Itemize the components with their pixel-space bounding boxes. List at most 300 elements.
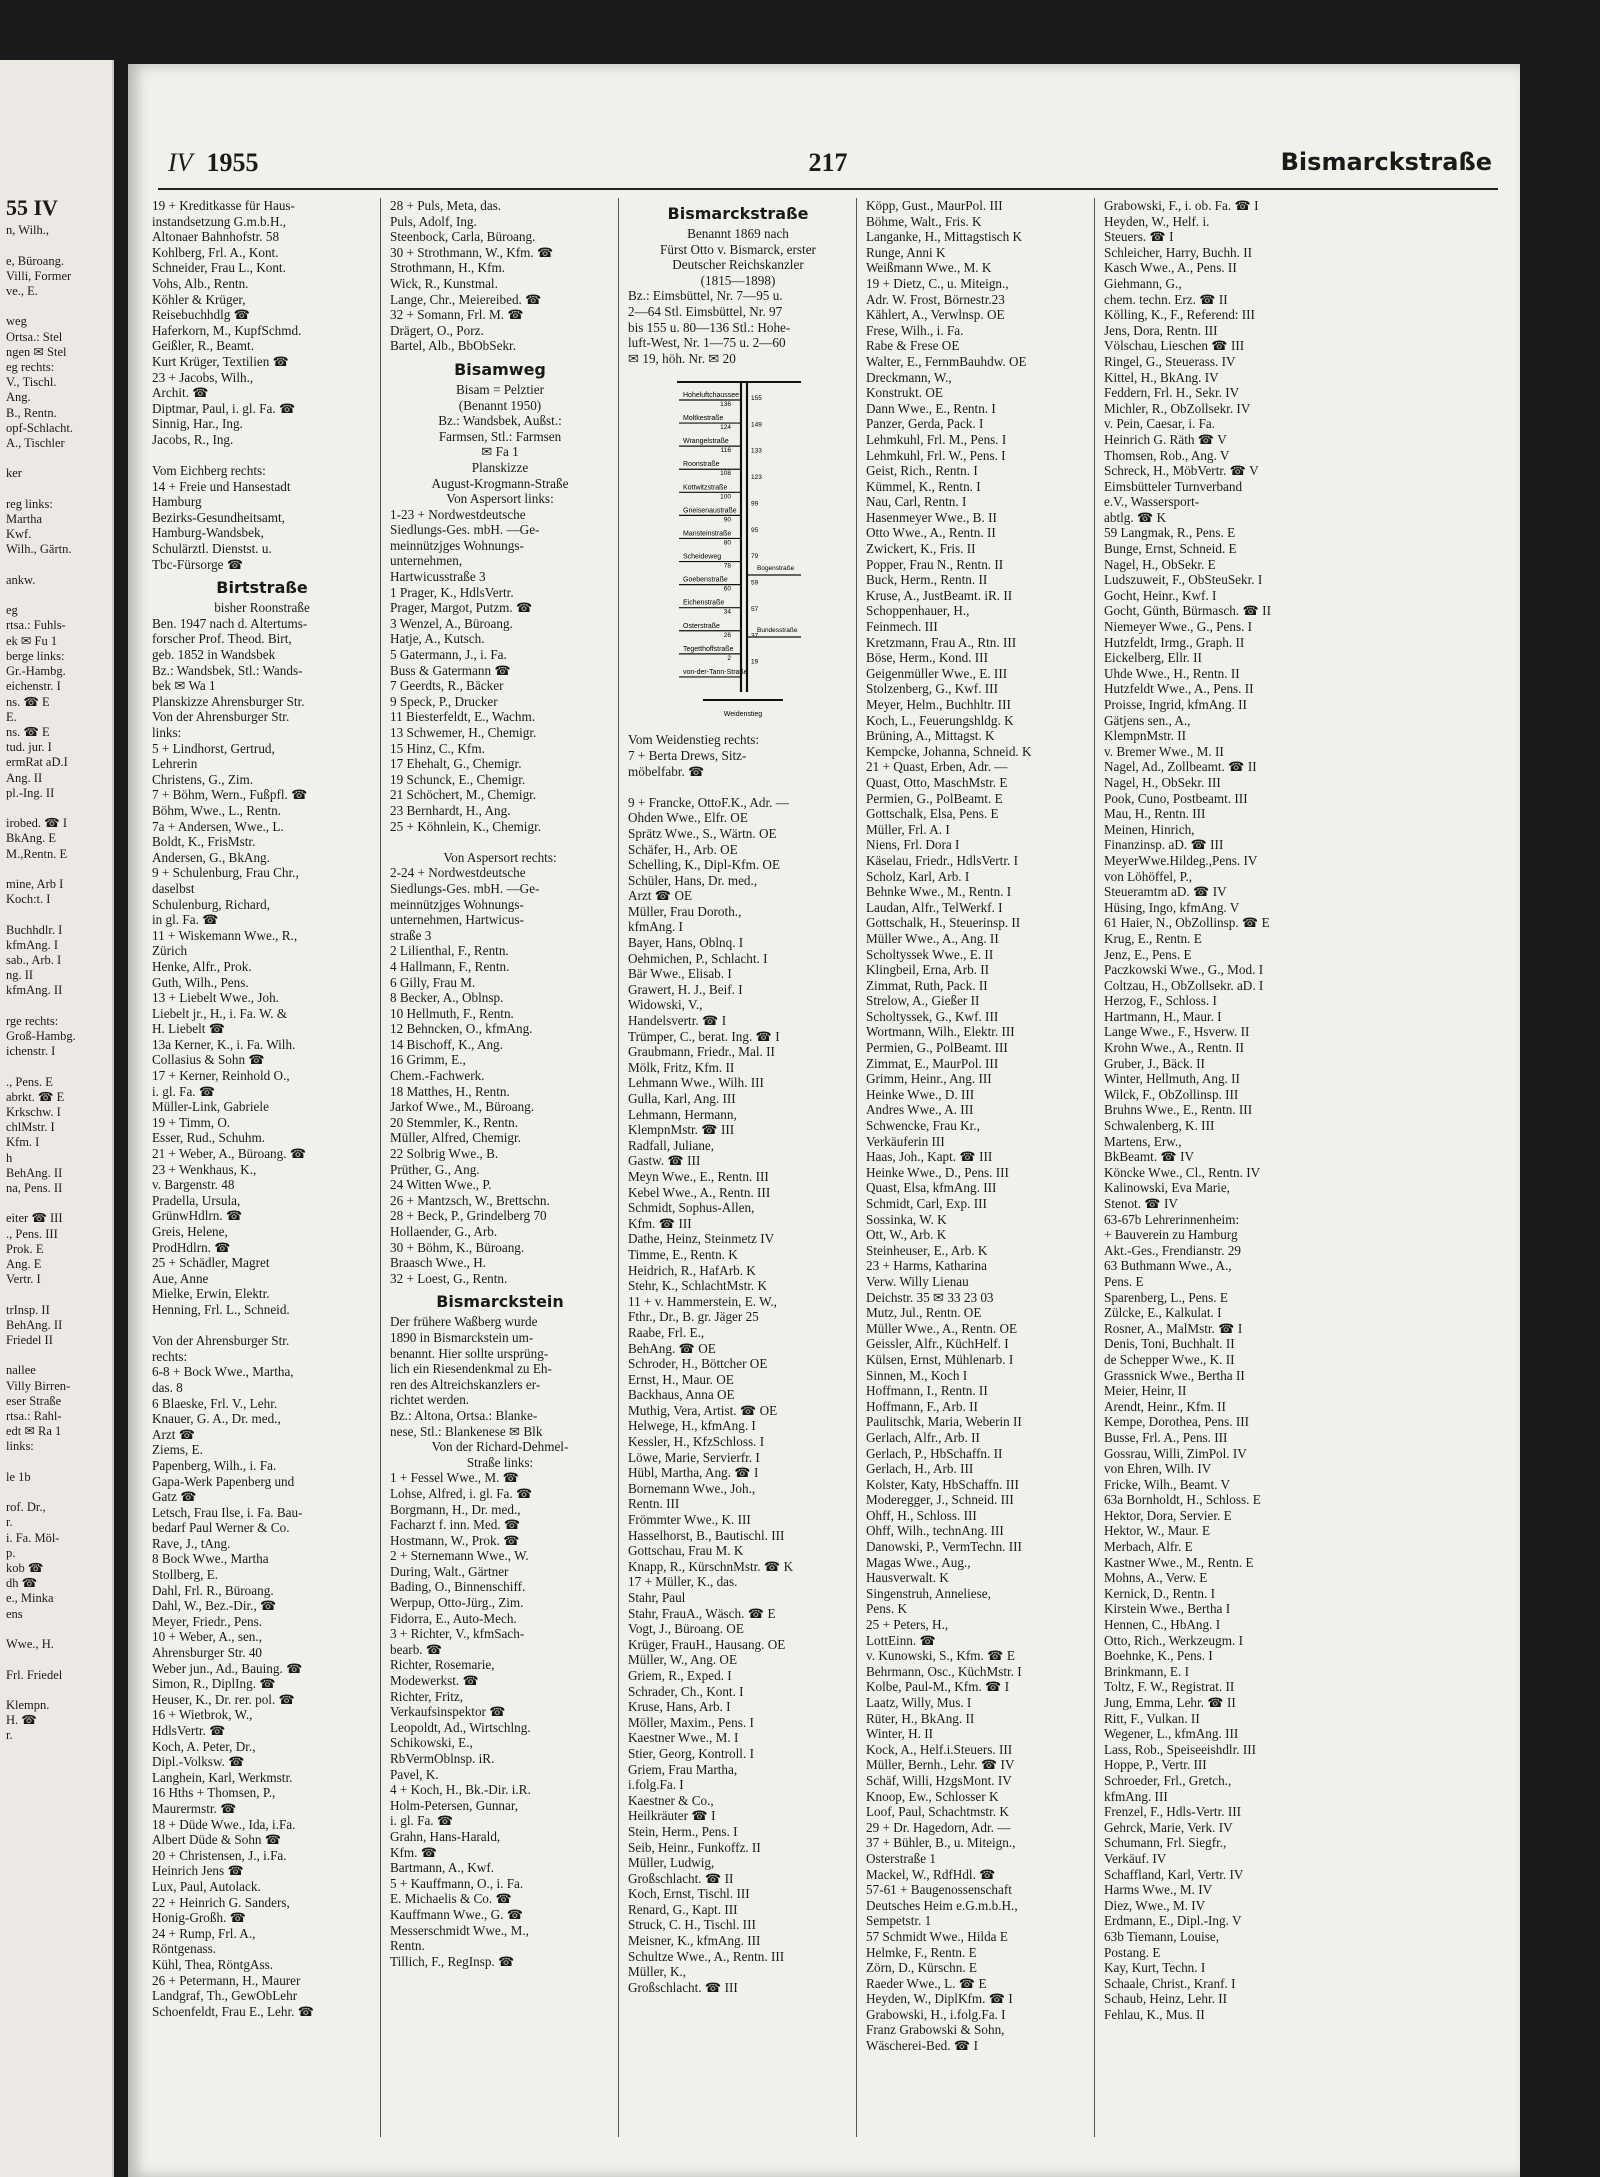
directory-entry: kfmAng. I — [628, 919, 683, 935]
directory-entry: Bornemann Wwe., Joh., — [628, 1480, 756, 1496]
directory-entry: Gerlach, Alfr., Arb. II — [866, 1429, 980, 1445]
directory-entry: Müller, Bernh., Lehr. ☎ IV — [866, 1757, 1015, 1773]
directory-entry: Hartmann, H., Maur. I — [1104, 1008, 1222, 1024]
directory-entry: meinnützjges Wohnungs- — [390, 537, 524, 553]
cross-street-label: Kottwitzstraße — [683, 484, 728, 492]
directory-entry: Jens, Dora, Rentn. III — [1104, 322, 1218, 338]
directory-entry: Drägert, O., Porz. — [390, 322, 484, 338]
directory-entry: 22 Solbrig Wwe., B. — [390, 1146, 499, 1162]
directory-entry: KlempnMstr. II — [1104, 728, 1187, 744]
directory-entry: Siedlungs-Ges. mbH. —Ge- — [390, 880, 540, 896]
directory-entry: Rabe & Frese OE — [866, 338, 960, 354]
directory-entry: Eickelberg, Ellr. II — [1104, 650, 1202, 666]
directory-entry: Griem, Frau Martha, — [628, 1761, 738, 1777]
directory-entry: Arendt, Heinr., Kfm. II — [1104, 1398, 1226, 1414]
directory-entry: Zimmat, E., MaurPol. III — [866, 1055, 999, 1071]
previous-page-line — [6, 1059, 76, 1074]
page-number: 217 — [808, 148, 848, 177]
directory-entry: Sossinka, W. K — [866, 1211, 947, 1227]
directory-entry: Giehmann, G., — [1104, 275, 1182, 291]
previous-page-line: pl.-Ing. II — [6, 785, 55, 800]
directory-entry: Külsen, Ernst, Mühlenarb. I — [866, 1351, 1014, 1367]
directory-entry: Bading, O., Binnenschiff. — [390, 1579, 526, 1595]
directory-entry: 19 + Timm, O. — [152, 1114, 231, 1130]
directory-entry: Stein, Herm., Pens. I — [628, 1823, 738, 1839]
right-street-label: Bogenstraße — [757, 565, 795, 573]
directory-entry: Weißmann Wwe., M. K — [866, 260, 992, 276]
directory-entry: lich ein Riesendenkmal zu Eh- — [390, 1361, 552, 1377]
directory-entry: 23 Bernhardt, H., Ang. — [390, 802, 511, 818]
directory-entry: Lehmann Wwe., Wilh. III — [628, 1075, 764, 1091]
directory-entry: Pradella, Ursula, — [152, 1192, 241, 1208]
directory-entry: 11 + v. Hammerstein, E. W., — [628, 1293, 777, 1309]
directory-entry: Rosner, A., MalMstr. ☎ I — [1104, 1320, 1243, 1336]
directory-entry: Fidorra, E., Auto-Mech. — [390, 1610, 517, 1626]
directory-entry: v. Bargenstr. 48 — [152, 1177, 235, 1193]
directory-entry: Schmidt, Carl, Exp. III — [866, 1196, 987, 1211]
previous-page-line: eg rechts: — [6, 360, 55, 375]
directory-entry: Behnke Wwe., M., Rentn. I — [866, 884, 1012, 900]
directory-entry: Stolzenberg, G., Kwf. III — [866, 681, 998, 697]
directory-entry: Jenz, E., Pens. E — [1104, 946, 1192, 962]
previous-page-line — [6, 999, 76, 1014]
directory-entry: Moderegger, J., Schneid. III — [866, 1492, 1014, 1508]
cross-street-label: Moltkestraße — [683, 415, 724, 423]
directory-entry: Deichstr. 35 ✉ 33 23 03 — [866, 1289, 994, 1305]
directory-entry: Grabowski, H., i.folg.Fa. I — [866, 2006, 1006, 2022]
directory-entry: möbelfabr. ☎ — [628, 763, 705, 779]
directory-entry: Dipl.-Volksw. ☎ — [152, 1754, 245, 1770]
directory-entry: Gottschalk, H., Steuerinsp. II — [866, 915, 1021, 931]
directory-entry: Steueramtm aD. ☎ IV — [1104, 884, 1227, 900]
directory-entry: Frömmter Wwe., K. III — [628, 1512, 751, 1528]
directory-entry: 1-23 + Nordwestdeutsche — [390, 506, 526, 522]
directory-entry: Osterstraße 1 — [866, 1850, 936, 1866]
directory-entry: Hektor, Dora, Servier. E — [1104, 1507, 1232, 1523]
directory-entry: Müller, Frl. A. I — [866, 821, 950, 837]
previous-page-line — [6, 1348, 76, 1363]
cross-street-label: Tegetthoffstraße — [683, 646, 734, 654]
directory-entry: Hausverwalt. K — [866, 1570, 949, 1586]
directory-entry: Vom Eichberg rechts: — [152, 463, 266, 479]
directory-entry: 32 + Loest, G., Rentn. — [390, 1270, 508, 1286]
directory-entry: Schroeder, Frl., Gretch., — [1104, 1772, 1232, 1788]
directory-entry: Altonaer Bahnhofstr. 58 — [152, 229, 280, 245]
directory-entry: Handelsvertr. ☎ I — [628, 1013, 727, 1029]
street-heading: Bismarckstraße — [1280, 148, 1492, 176]
directory-entry: 63a Bornholdt, H., Schloss. E — [1104, 1492, 1261, 1508]
directory-entry: Kruse, Hans, Arb. I — [628, 1699, 731, 1715]
previous-page-line: ng. II — [6, 968, 34, 983]
directory-entry: Schumann, Frl. Siegfr., — [1104, 1835, 1227, 1851]
directory-entry: Röntgenass. — [152, 1941, 217, 1957]
directory-entry: Geißler, R., Beamt. — [152, 338, 255, 354]
directory-entry: Kock, A., Helf.i.Steuers. III — [866, 1741, 1013, 1757]
directory-entry: Der frühere Waßberg wurde — [390, 1314, 538, 1330]
directory-entry: Rentn. — [390, 1938, 425, 1954]
directory-entry: Richter, Fritz, — [390, 1688, 464, 1704]
directory-entry: Zülcke, E., Kalkulat. I — [1104, 1305, 1222, 1321]
directory-entry — [152, 1318, 372, 1334]
previous-page-line: kfmAng. II — [6, 983, 63, 998]
directory-entry: Geist, Rich., Rentn. I — [866, 463, 978, 479]
directory-entry: Böhm, Wwe., L., Rentn. — [152, 802, 282, 818]
directory-entry: Feddern, Frl. H., Sekr. IV — [1104, 385, 1240, 401]
previous-page-line: r. — [6, 1728, 13, 1743]
directory-entry: 61 Haier, N., ObZollinsp. ☎ E — [1104, 915, 1270, 931]
directory-entry: Merbach, Alfr. E — [1104, 1539, 1193, 1555]
directory-entry: Konstrukt. OE — [866, 385, 943, 401]
directory-entry: Kruse, A., JustBeamt. iR. II — [866, 587, 1013, 603]
directory-entry: Lehmkuhl, Frl. W., Pens. I — [866, 447, 1006, 463]
previous-page-line: ichenstr. I — [6, 1044, 56, 1059]
directory-entry: 6-8 + Bock Wwe., Martha, — [152, 1364, 294, 1380]
directory-entry: Liebelt jr., H., i. Fa. W. & — [152, 1005, 288, 1021]
previous-page-line: eiter ☎ III — [6, 1211, 63, 1226]
directory-entry: Grawert, H. J., Beif. I — [628, 981, 743, 997]
directory-entry: Planskizze Ahrensburger Str. — [152, 693, 305, 709]
directory-entry: Kolster, Katy, HbSchaffn. III — [866, 1476, 1019, 1492]
directory-entry: Stahr, Paul — [628, 1590, 686, 1605]
directory-entry: Nau, Carl, Rentn. I — [866, 494, 967, 510]
directory-entry: Kernick, D., Rentn. I — [1104, 1585, 1215, 1601]
directory-entry: 21 + Quast, Erben, Adr. — — [866, 759, 1008, 775]
house-number-right: 95 — [751, 527, 759, 535]
directory-entry: 24 Witten Wwe., P. — [390, 1177, 492, 1193]
directory-entry — [628, 779, 848, 795]
street-note: Straße links: — [466, 1454, 534, 1470]
directory-entry: Müller-Link, Gabriele — [152, 1099, 269, 1115]
directory-entry: 14 Bischoff, K., Ang. — [390, 1036, 503, 1052]
directory-entry: Schäf, Willi, HzgsMont. IV — [866, 1772, 1012, 1788]
directory-entry: 20 + Christensen, J., i.Fa. — [152, 1847, 287, 1863]
directory-entry: Von der Ahrensburger Str. — [152, 1333, 290, 1349]
directory-entry: Käselau, Friedr., HdlsVertr. I — [866, 852, 1018, 868]
directory-entry: Knoop, Ew., Schlosser K — [866, 1788, 999, 1804]
directory-entry: Meyn Wwe., E., Rentn. III — [628, 1168, 769, 1184]
directory-entry: 18 Matthes, H., Rentn. — [390, 1083, 510, 1099]
directory-entry: Arzt ☎ OE — [628, 888, 693, 904]
directory-entry: 6 Gilly, Frau M. — [390, 974, 476, 990]
directory-entry: Gastw. ☎ III — [628, 1153, 701, 1169]
directory-entry: Strelow, A., Gießer II — [866, 993, 980, 1009]
directory-entry: Jung, Emma, Lehr. ☎ II — [1104, 1695, 1236, 1710]
directory-entry: Messerschmidt Wwe., M., — [390, 1922, 529, 1938]
directory-entry: Schulenburg, Richard, — [152, 896, 271, 912]
directory-entry: Heuser, K., Dr. rer. pol. ☎ — [152, 1691, 295, 1707]
directory-entry: Walter, E., FernmBauhdw. OE — [866, 353, 1027, 369]
directory-entry: Langanke, H., Mittagstisch K — [866, 229, 1023, 245]
directory-entry: Nagel, H., ObSekr. E — [1104, 556, 1216, 572]
previous-page-line — [6, 1683, 76, 1698]
previous-page-line: irobed. ☎ I — [6, 816, 68, 831]
previous-page-line: Gr.-Hambg. — [6, 664, 66, 679]
previous-page-line — [6, 588, 76, 603]
previous-page-line: rtsa.: Rahl- — [6, 1409, 62, 1424]
street-note: ✉ Fa 1 — [481, 444, 519, 460]
directory-entry: Permien, G., PolBeamt. III — [866, 1040, 1008, 1056]
cross-street-label: Hoheluftchaussee — [683, 392, 740, 400]
directory-entry: Geigenmüller Wwe., E. III — [866, 665, 1008, 681]
previous-page-line — [6, 1196, 76, 1211]
previous-page-line: Kfm. I — [6, 1135, 40, 1150]
directory-entry: Muthig, Vera, Artist. ☎ OE — [628, 1402, 778, 1418]
previous-page-line: BehAng. II — [6, 1165, 63, 1180]
directory-entry: Borgmann, H., Dr. med., — [390, 1501, 521, 1517]
directory-entry: Schelling, K., Dipl-Kfm. OE — [628, 857, 781, 873]
directory-entry: Raeder Wwe., L. ☎ E — [866, 1975, 987, 1991]
column-divider — [618, 198, 619, 2137]
house-number-right: 79 — [751, 553, 759, 561]
directory-entry: Kohlberg, Frl. A., Kont. — [152, 244, 279, 260]
directory-entry: Köncke Wwe., Cl., Rentn. IV — [1104, 1164, 1261, 1180]
previous-page-line: Buchhdlr. I — [6, 922, 63, 937]
directory-entry: Schüler, Hans, Dr. med., — [628, 872, 758, 888]
previous-page-line: ns. ☎ E — [6, 694, 50, 709]
previous-page-line: eser Straße — [6, 1393, 62, 1408]
previous-page-line — [6, 1622, 76, 1637]
directory-entry: Laatz, Willy, Mus. I — [866, 1695, 972, 1710]
directory-entry: Ziems, E. — [152, 1442, 203, 1458]
directory-entry: Aue, Anne — [152, 1270, 209, 1286]
directory-entry: Köhler & Krüger, — [152, 291, 246, 307]
previous-page-line — [6, 1455, 76, 1470]
directory-entry: Sparenberg, L., Pens. E — [1104, 1289, 1228, 1305]
cross-street-label: Eichenstraße — [683, 600, 725, 608]
directory-entry: 63b Tiemann, Louise, — [1104, 1928, 1220, 1944]
previous-page-line — [6, 558, 76, 573]
directory-entry: Reisebuchhdlg ☎ — [152, 307, 251, 323]
previous-page-line: V., Tischl. — [6, 375, 57, 390]
directory-entry: Heinke Wwe., D., Pens. III — [866, 1164, 1009, 1180]
directory-entry: 11 + Wiskemann Wwe., R., — [152, 927, 298, 943]
house-number-right: 133 — [751, 448, 762, 456]
previous-page-line: tud. jur. I — [6, 740, 52, 755]
directory-entry: Grabowski, F., i. ob. Fa. ☎ I — [1104, 198, 1259, 213]
directory-entry: Grassnick Wwe., Bertha II — [1104, 1367, 1245, 1383]
directory-entry: 3 Wenzel, A., Büroang. — [390, 615, 513, 631]
directory-entry: benannt. Hier sollte ursprüng- — [390, 1345, 549, 1361]
directory-entry: Guth, Wilh., Pens. — [152, 974, 249, 990]
directory-entry: Kirstein Wwe., Bertha I — [1104, 1601, 1231, 1617]
previous-page-line: Groß-Hambg. — [6, 1028, 76, 1043]
directory-entry: 21 Schöchert, M., Chemigr. — [390, 787, 537, 803]
directory-entry: Meinen, Hinrich, — [1104, 821, 1195, 837]
directory-entry: E. Michaelis & Co. ☎ — [390, 1891, 512, 1907]
previous-page-line: i. Fa. Möl- — [6, 1530, 60, 1545]
previous-page-line: ., Pens. E — [6, 1074, 53, 1089]
previous-page-line: rtsa.: Fuhls- — [6, 618, 66, 633]
directory-entry: Bezirks-Gesundheitsamt, — [152, 509, 285, 525]
directory-entry: Hoffmann, I., Rentn. II — [866, 1383, 988, 1399]
directory-entry: bedarf Paul Werner & Co. — [152, 1520, 290, 1536]
directory-entry: Buss & Gatermann ☎ — [390, 662, 511, 678]
directory-entry: 2 Lilienthal, F., Rentn. — [390, 943, 509, 959]
previous-page-line: Koch:t. I — [6, 892, 51, 907]
directory-entry: Mutz, Jul., Rentn. OE — [866, 1305, 982, 1321]
directory-entry: Loof, Paul, Schachtmstr. K — [866, 1804, 1009, 1820]
directory-entry: nese, Stl.: Blankenese ✉ Blk — [390, 1423, 543, 1439]
directory-entry: 20 Stemmler, K., Rentn. — [390, 1114, 519, 1130]
directory-entry: Lohse, Alfred, i. gl. Fa. ☎ — [390, 1485, 533, 1501]
directory-entry: Griem, R., Exped. I — [628, 1667, 732, 1683]
directory-entry: Kaestner Wwe., M. I — [628, 1730, 739, 1746]
directory-entry: 9 + Francke, OttoF.K., Adr. — — [628, 794, 789, 810]
directory-entry: Kittel, H., BkAng. IV — [1104, 369, 1219, 385]
previous-page-line: ens — [6, 1606, 23, 1621]
directory-entry: 16 Grimm, E., — [390, 1052, 466, 1068]
directory-entry: Landgraf, Th., GewObLehr — [152, 1988, 298, 2004]
cross-street-label: Osterstraße — [683, 623, 720, 631]
directory-entry: Martens, Erw., — [1104, 1133, 1182, 1149]
previous-page-header: 55 IV — [6, 195, 58, 220]
directory-entry: Proisse, Ingrid, kfmAng. II — [1104, 697, 1247, 712]
directory-entry: Siedlungs-Ges. mbH. —Ge- — [390, 522, 540, 538]
street-note: (1815—1898) — [700, 272, 776, 288]
directory-entry: Mohns, A., Verw. E — [1104, 1570, 1208, 1586]
directory-entry: Diptmar, Paul, i. gl. Fa. ☎ — [152, 400, 296, 416]
house-number-left: 136 — [720, 401, 731, 409]
directory-entry: Radfall, Juliane, — [628, 1137, 715, 1153]
previous-page-line — [6, 451, 76, 466]
previous-page-line: M.,Rentn. E — [6, 846, 68, 861]
directory-page — [128, 64, 1520, 2177]
directory-entry: Meisner, K., kfmAng. III — [628, 1933, 761, 1949]
previous-page-line: le 1b — [6, 1469, 31, 1484]
directory-entry: Dreckmann, W., — [866, 369, 952, 385]
directory-entry: Hostmann, W., Prok. ☎ — [390, 1532, 520, 1548]
house-number-left: 60 — [723, 585, 731, 593]
previous-page-line — [6, 907, 76, 922]
directory-entry: Schroder, H., Böttcher OE — [628, 1356, 768, 1372]
directory-entry: Knapp, R., KürschnMstr. ☎ K — [628, 1558, 794, 1574]
street-title: Bismarckstein — [436, 1292, 564, 1312]
directory-entry: Panzer, Gerda, Pack. I — [866, 416, 984, 432]
directory-entry: Schulärztl. Dienstst. u. — [152, 541, 272, 557]
directory-entry: Bartel, Alb., BbObSekr. — [390, 338, 517, 354]
previous-page-line — [6, 299, 76, 314]
directory-entry: 1 + Fessel Wwe., M. ☎ — [390, 1470, 520, 1486]
directory-entry: ✉ 19, höh. Nr. ✉ 20 — [628, 350, 736, 366]
directory-entry: Facharzt f. inn. Med. ☎ — [390, 1517, 521, 1533]
directory-entry: Lehmkuhl, Frl. M., Pens. I — [866, 431, 1007, 447]
directory-entry: Adr. W. Frost, Börnestr.23 — [866, 291, 1005, 307]
directory-entry: luft-West, Nr. 1—75 u. 2—60 — [628, 335, 786, 351]
directory-entry: Bunge, Ernst, Schneid. E — [1104, 541, 1237, 557]
directory-entry: Christens, G., Zim. — [152, 771, 254, 787]
directory-entry: Stollberg, E. — [152, 1567, 219, 1583]
directory-entry: 30 + Böhm, K., Büroang. — [390, 1239, 525, 1255]
directory-entry: Grahn, Hans-Harald, — [390, 1828, 501, 1844]
directory-entry: Langhein, Karl, Werkmstr. — [152, 1769, 293, 1785]
column-divider — [856, 198, 857, 2137]
directory-entry: 28 + Puls, Meta, das. — [390, 198, 502, 213]
directory-entry: 4 + Koch, H., Bk.-Dir. i.R. — [390, 1782, 531, 1798]
directory-entry: Köpp, Gust., MaurPol. III — [866, 198, 1003, 213]
directory-entry: Krohn Wwe., A., Rentn. II — [1104, 1040, 1245, 1056]
directory-entry: Boldt, K., FrisMstr. — [152, 834, 256, 850]
directory-entry: Steuers. ☎ I — [1104, 229, 1174, 245]
previous-page-line — [6, 1485, 76, 1500]
directory-entry: Stehr, K., SchlachtMstr. K — [628, 1278, 768, 1294]
directory-entry: Kalinowski, Eva Marie, — [1104, 1180, 1230, 1196]
previous-page-line — [6, 1287, 76, 1302]
street-note: bisher Roonstraße — [214, 600, 310, 616]
directory-entry: Schoppenhauer, H., — [866, 603, 970, 619]
previous-page-line: Ang. E — [6, 1257, 42, 1272]
previous-page-line: BkAng. E — [6, 831, 56, 846]
column-3 — [628, 198, 848, 2137]
directory-entry: Bayer, Hans, Oblnq. I — [628, 935, 744, 951]
directory-entry: 25 + Köhnlein, K., Chemigr. — [390, 818, 542, 834]
directory-entry: Knauer, G. A., Dr. med., — [152, 1411, 281, 1427]
directory-entry: Schrader, Ch., Kont. I — [628, 1683, 744, 1699]
directory-entry: Schreck, H., MöbVertr. ☎ V — [1104, 463, 1259, 479]
house-number-right: 19 — [751, 658, 759, 666]
directory-entry: Scholtyssek Wwe., E. II — [866, 946, 994, 962]
cross-street-label: Wrangelstraße — [683, 438, 729, 446]
directory-entry: Heyden, W., Helf. i. — [1104, 213, 1210, 229]
directory-entry: Helwege, H., kfmAng. I — [628, 1418, 756, 1434]
previous-page-line: e, Büroang. — [6, 253, 64, 268]
directory-entry: Eimsbütteler Turnverband — [1104, 478, 1243, 494]
directory-entry: Klingbeil, Erna, Arb. II — [866, 962, 990, 978]
directory-entry: Arzt ☎ — [152, 1426, 196, 1442]
cross-street-label: Goebenstraße — [683, 576, 728, 584]
directory-entry: Bz.: Wandsbek, Stl.: Wands- — [152, 662, 303, 678]
directory-entry: Kay, Kurt, Techn. I — [1104, 1960, 1206, 1976]
directory-entry: Haas, Joh., Kapt. ☎ III — [866, 1149, 993, 1165]
street-note: Fürst Otto v. Bismarck, erster — [660, 241, 816, 257]
directory-entry: i.folg.Fa. I — [628, 1777, 684, 1793]
directory-entry: Lehrerin — [152, 756, 198, 772]
directory-entry: Schaub, Heinz, Lehr. II — [1104, 1991, 1228, 2007]
directory-entry: 32 + Somann, Frl. M. ☎ — [390, 307, 524, 323]
directory-entry: Kasch Wwe., A., Pens. II — [1104, 260, 1237, 276]
previous-page-line: Prok. E — [6, 1241, 44, 1256]
directory-entry: chem. techn. Erz. ☎ II — [1104, 291, 1228, 307]
directory-entry: 19 + Dietz, C., u. Miteign., — [866, 275, 1009, 291]
directory-entry: Pens. E — [1104, 1273, 1144, 1289]
house-number-left: 90 — [723, 516, 731, 524]
directory-entry: Kurt Krüger, Textilien ☎ — [152, 353, 290, 369]
directory-entry: Toltz, F. W., Registrat. II — [1104, 1679, 1235, 1695]
directory-entry: Ohden Wwe., Elfr. OE — [628, 810, 748, 826]
directory-entry: Schikowski, E., — [390, 1735, 473, 1751]
directory-entry: Vohs, Alb., Rentn. — [152, 275, 249, 291]
directory-entry: kfmAng. III — [1104, 1788, 1168, 1804]
directory-entry: Müller Wwe., A., Rentn. OE — [866, 1320, 1018, 1336]
directory-entry: Singenstruh, Anneliese, — [866, 1585, 991, 1601]
directory-entry: Gossrau, Willi, ZimPol. IV — [1104, 1445, 1247, 1461]
directory-entry: Puls, Adolf, Ing. — [390, 213, 477, 229]
directory-entry: Winter, H. II — [866, 1726, 934, 1742]
directory-entry: Koch, Ernst, Tischl. III — [628, 1886, 750, 1902]
previous-page-line — [6, 862, 76, 877]
previous-page-line: n, Wilh., — [6, 223, 50, 238]
directory-entry: Feinmech. III — [866, 619, 938, 635]
directory-entry: 5 + Kauffmann, O., i. Fa. — [390, 1875, 524, 1891]
directory-entry: links: — [152, 725, 182, 740]
directory-entry: Gatz ☎ — [152, 1489, 197, 1505]
directory-entry: 10 + Weber, A., sen., — [152, 1629, 262, 1645]
directory-entry: 7 Geerdts, R., Bäcker — [390, 678, 504, 694]
directory-entry: Mölk, Fritz, Kfm. II — [628, 1059, 735, 1075]
directory-entry: Franz Grabowski & Sohn, — [866, 2022, 1005, 2038]
directory-entry: Leopoldt, Ad., Wirtschlng. — [390, 1719, 531, 1735]
directory-entry: 16 + Wietbrok, W., — [152, 1707, 253, 1723]
directory-entry: Haferkorn, M., KupfSchmd. — [152, 322, 302, 338]
